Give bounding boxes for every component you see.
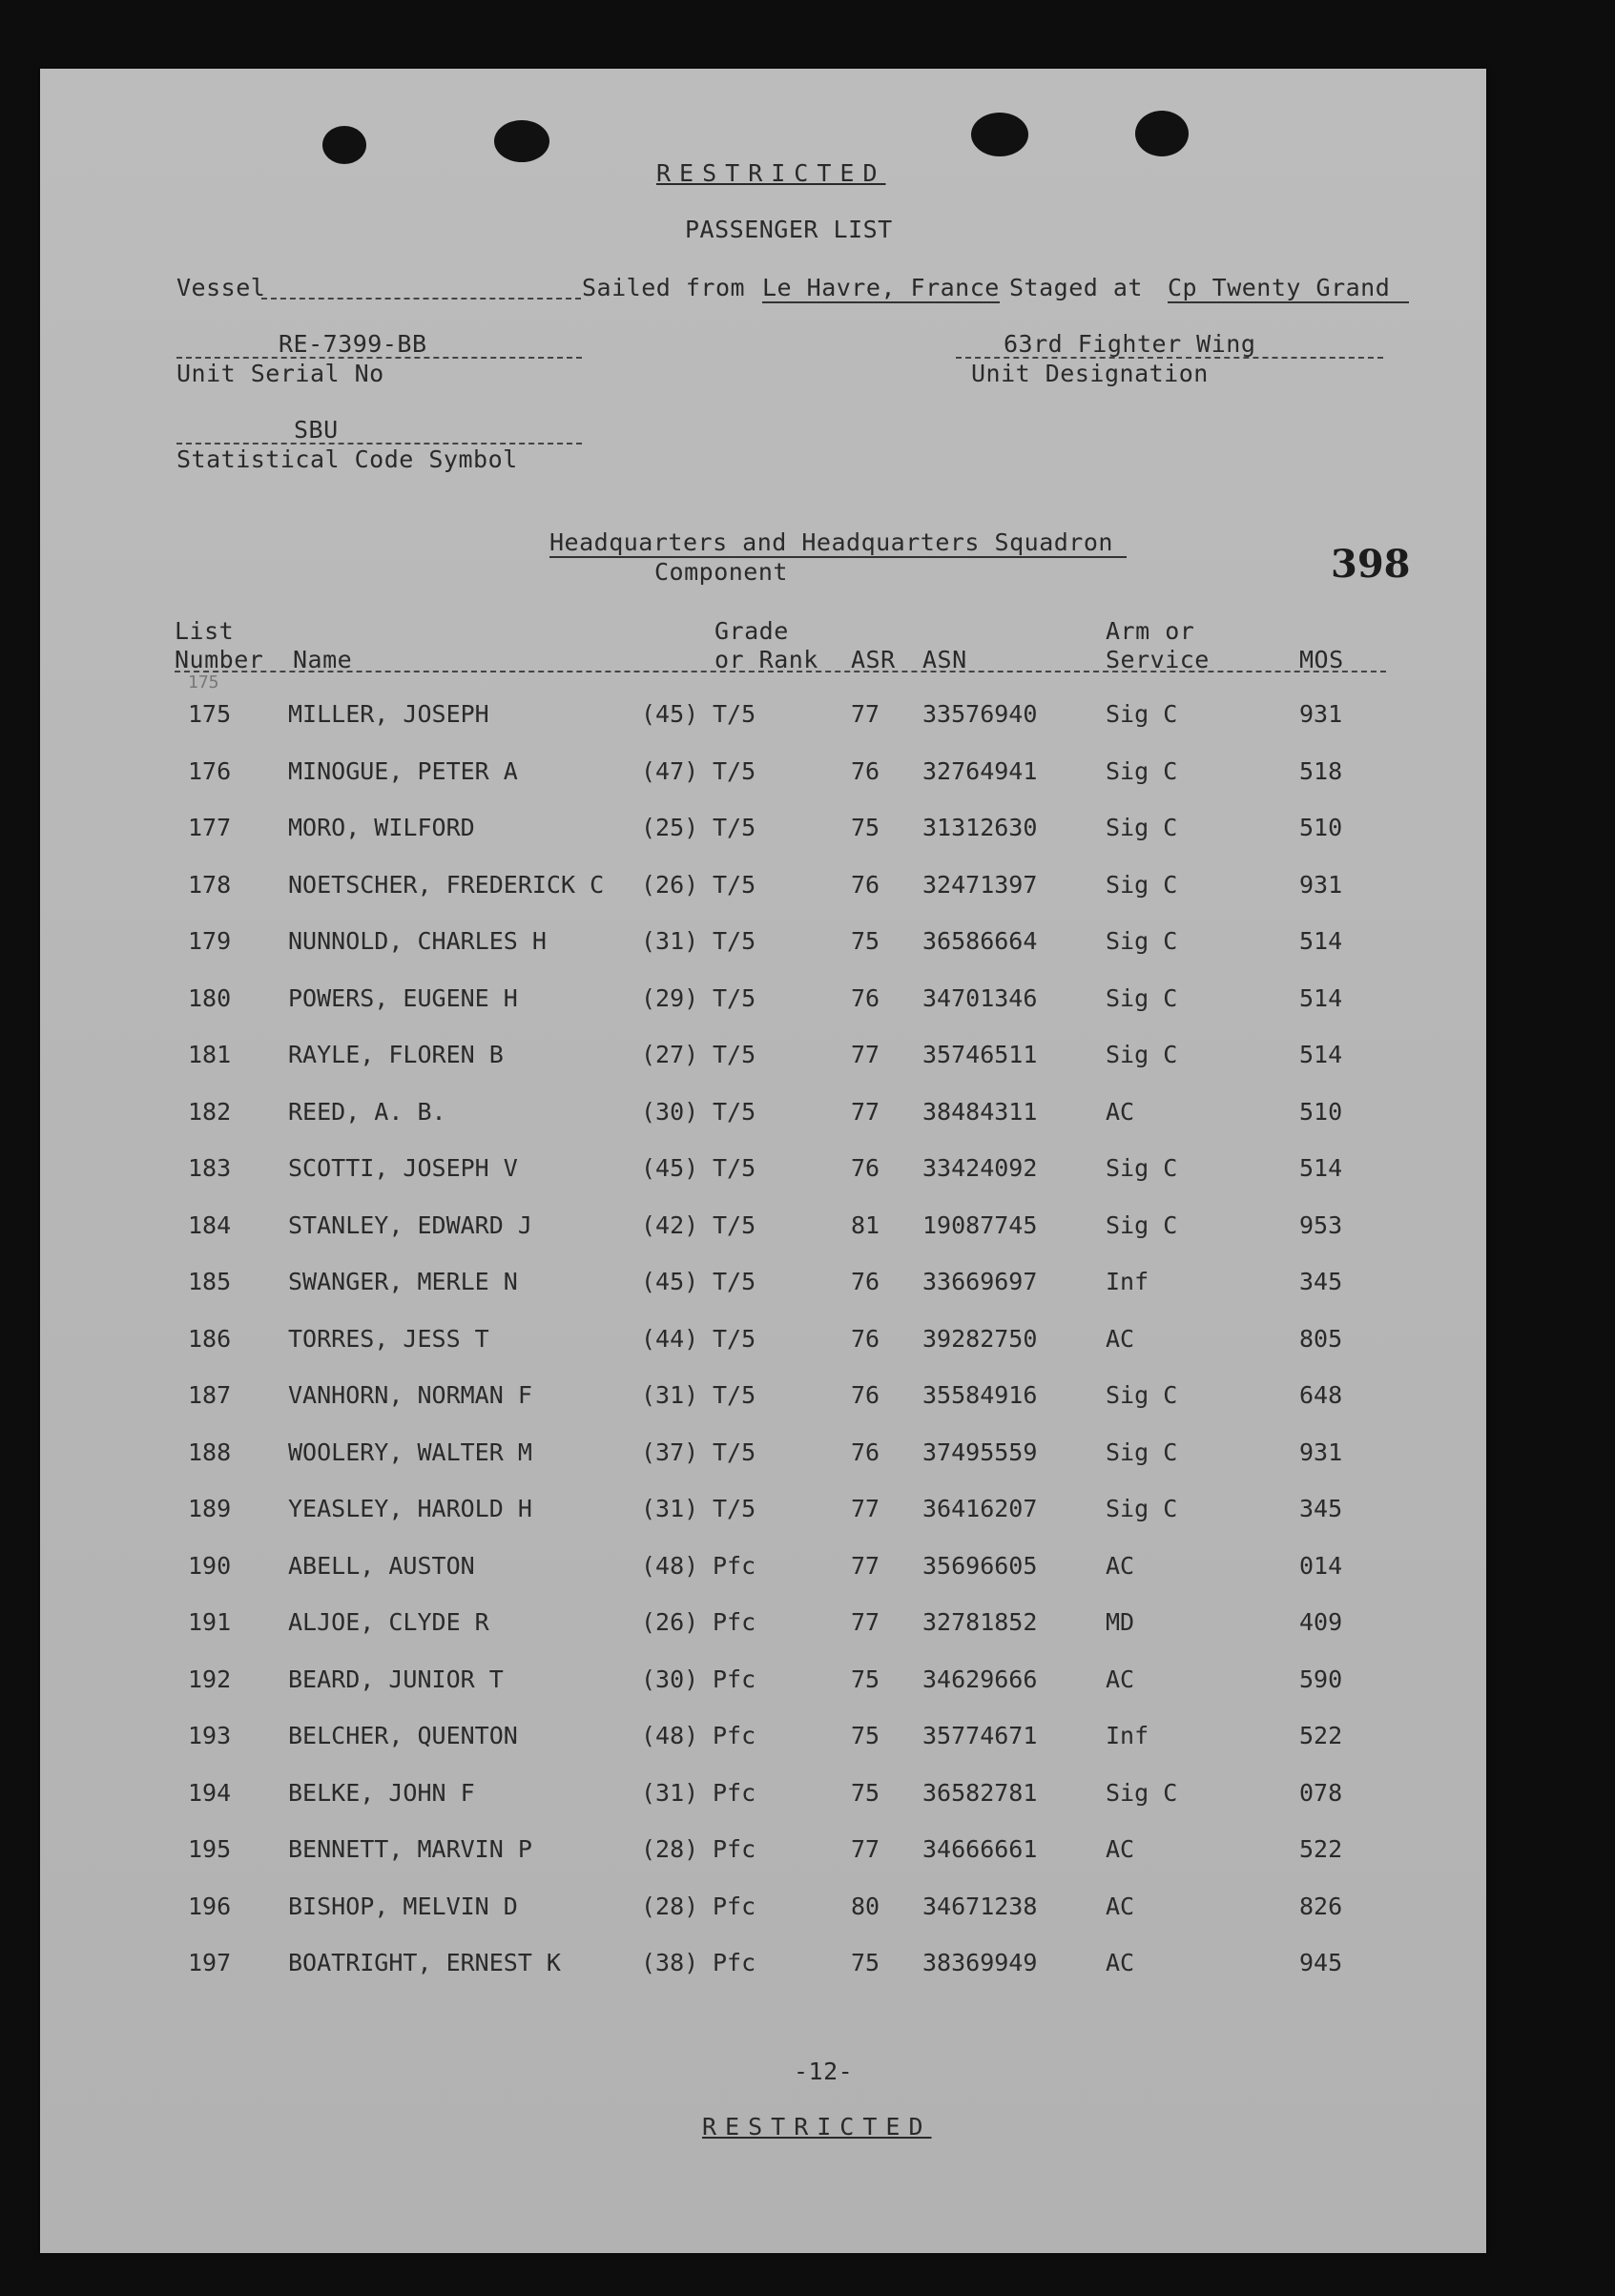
age-code: (31) [641, 1778, 699, 1807]
asn-number: 35774671 [922, 1722, 1038, 1749]
arm-service: AC [1106, 1324, 1135, 1353]
age-code: (31) [641, 1381, 699, 1409]
mos-code: 522 [1299, 1722, 1343, 1749]
list-number: 184 [188, 1210, 232, 1239]
list-number: 180 [188, 983, 232, 1012]
arm-service: AC [1106, 1665, 1135, 1693]
asn-number: 35696605 [922, 1551, 1038, 1580]
arm-service: Sig C [1106, 1154, 1178, 1182]
asn-number: 34666661 [922, 1835, 1038, 1863]
passenger-name: NOETSCHER, FREDERICK C [288, 870, 605, 899]
passenger-name: BELKE, JOHN F [288, 1778, 475, 1807]
arm-service: Sig C [1106, 927, 1178, 955]
asn-number: 37495559 [922, 1438, 1038, 1466]
passenger-name: RAYLE, FLOREN B [288, 1041, 504, 1068]
asn-number: 33669697 [922, 1268, 1038, 1295]
grade: Pfc [713, 1892, 756, 1920]
asr-score: 76 [851, 1268, 880, 1295]
list-number: 175 [188, 700, 232, 728]
asn-number: 39282750 [922, 1324, 1038, 1353]
list-number: 190 [188, 1551, 232, 1580]
col-name-header: Name [293, 646, 353, 673]
list-number: 182 [188, 1097, 232, 1126]
arm-service: Inf [1106, 1268, 1149, 1295]
grade: T/5 [713, 1495, 756, 1522]
stat-code-label: Statistical Code Symbol [176, 445, 518, 473]
arm-service: Sig C [1106, 814, 1178, 841]
asr-score: 80 [851, 1892, 880, 1920]
asr-score: 76 [851, 870, 880, 899]
arm-service: AC [1106, 1551, 1135, 1580]
grade: T/5 [713, 1210, 756, 1239]
mos-code: 648 [1299, 1381, 1343, 1409]
list-number: 191 [188, 1608, 232, 1636]
mos-code: 522 [1299, 1835, 1343, 1863]
mos-code: 078 [1299, 1778, 1343, 1807]
asr-score: 75 [851, 927, 880, 955]
mos-code: 590 [1299, 1665, 1343, 1693]
table-row [40, 757, 1486, 796]
list-number: 185 [188, 1268, 232, 1295]
list-number: 195 [188, 1835, 232, 1863]
asn-number: 34671238 [922, 1892, 1038, 1920]
asn-number: 35746511 [922, 1041, 1038, 1068]
asr-score: 76 [851, 1438, 880, 1466]
age-code: (27) [641, 1041, 699, 1068]
mos-code: 514 [1299, 927, 1343, 955]
asn-number: 38484311 [922, 1097, 1038, 1126]
arm-service: Sig C [1106, 756, 1178, 785]
sailed-label: Sailed from [582, 274, 746, 301]
table-row [40, 1325, 1486, 1363]
mos-code: 514 [1299, 1154, 1343, 1182]
table-row [40, 1381, 1486, 1419]
table-row [40, 1552, 1486, 1590]
passenger-name: MILLER, JOSEPH [288, 700, 489, 728]
passenger-name: WOOLERY, WALTER M [288, 1438, 532, 1466]
mos-code: 510 [1299, 814, 1343, 841]
document-page [40, 69, 1486, 2253]
list-number: 178 [188, 870, 232, 899]
arm-service: AC [1106, 1097, 1135, 1126]
asr-score: 76 [851, 1324, 880, 1353]
asr-score: 77 [851, 1041, 880, 1068]
arm-service: Sig C [1106, 1210, 1178, 1239]
asn-number: 32471397 [922, 870, 1038, 899]
staged-label: Staged at [1009, 274, 1143, 301]
col-asn-header: ASN [922, 646, 967, 673]
age-code: (30) [641, 1097, 699, 1126]
col-asr-header: ASR [851, 646, 896, 673]
list-number: 192 [188, 1665, 232, 1693]
page-title: PASSENGER LIST [685, 216, 893, 243]
asr-score: 76 [851, 1381, 880, 1409]
passenger-name: YEASLEY, HAROLD H [288, 1495, 532, 1522]
mos-code: 953 [1299, 1210, 1343, 1239]
grade: T/5 [713, 927, 756, 955]
unit-serial-label: Unit Serial No [176, 360, 384, 387]
unit-designation-value: 63rd Fighter Wing [1004, 330, 1256, 358]
grade: Pfc [713, 1551, 756, 1580]
passenger-table [40, 69, 1486, 2253]
mos-code: 931 [1299, 1438, 1343, 1466]
table-row [40, 814, 1486, 852]
list-number: 197 [188, 1949, 232, 1976]
asn-number: 19087745 [922, 1210, 1038, 1239]
arm-service: Sig C [1106, 1495, 1178, 1522]
asn-number: 36416207 [922, 1495, 1038, 1522]
asn-number: 33424092 [922, 1154, 1038, 1182]
age-code: (26) [641, 1608, 699, 1636]
asn-number: 36586664 [922, 927, 1038, 955]
mos-code: 514 [1299, 1041, 1343, 1068]
grade: T/5 [713, 756, 756, 785]
grade: Pfc [713, 1778, 756, 1807]
asn-number: 34701346 [922, 983, 1038, 1012]
grade: T/5 [713, 983, 756, 1012]
vessel-label: Vessel [176, 274, 266, 301]
passenger-name: SWANGER, MERLE N [288, 1268, 518, 1295]
age-code: (48) [641, 1722, 699, 1749]
unit-designation-label: Unit Designation [971, 360, 1209, 387]
table-row [40, 1211, 1486, 1250]
grade: T/5 [713, 814, 756, 841]
passenger-name: SCOTTI, JOSEPH V [288, 1154, 518, 1182]
classification-header: RESTRICTED [656, 159, 886, 187]
passenger-name: BISHOP, MELVIN D [288, 1892, 518, 1920]
list-number: 189 [188, 1495, 232, 1522]
asn-number: 32764941 [922, 756, 1038, 785]
list-number: 187 [188, 1381, 232, 1409]
list-number: 193 [188, 1722, 232, 1749]
passenger-name: NUNNOLD, CHARLES H [288, 927, 547, 955]
mos-code: 514 [1299, 983, 1343, 1012]
arm-service: AC [1106, 1949, 1135, 1976]
list-number: 186 [188, 1324, 232, 1353]
table-row [40, 1268, 1486, 1306]
col-arm-header-1: Arm or [1106, 617, 1195, 645]
table-row [40, 1154, 1486, 1192]
grade: Pfc [713, 1949, 756, 1976]
asr-score: 76 [851, 756, 880, 785]
grade: T/5 [713, 1381, 756, 1409]
table-row [40, 1722, 1486, 1760]
asr-score: 77 [851, 1608, 880, 1636]
age-code: (37) [641, 1438, 699, 1466]
passenger-name: BELCHER, QUENTON [288, 1722, 518, 1749]
asn-number: 35584916 [922, 1381, 1038, 1409]
asr-score: 75 [851, 1665, 880, 1693]
asr-score: 75 [851, 1949, 880, 1976]
asr-score: 77 [851, 1495, 880, 1522]
col-mos-header: MOS [1299, 646, 1344, 673]
asr-score: 75 [851, 814, 880, 841]
passenger-name: BOATRIGHT, ERNEST K [288, 1949, 561, 1976]
col-list-header-2: Number [175, 646, 264, 673]
component-label: Component [654, 558, 788, 586]
list-number: 194 [188, 1778, 232, 1807]
age-code: (25) [641, 814, 699, 841]
age-code: (45) [641, 1268, 699, 1295]
asr-score: 77 [851, 700, 880, 728]
table-row [40, 871, 1486, 909]
list-number: 177 [188, 814, 232, 841]
asn-number: 36582781 [922, 1778, 1038, 1807]
grade: Pfc [713, 1665, 756, 1693]
age-code: (26) [641, 870, 699, 899]
table-row [40, 1098, 1486, 1136]
arm-service: AC [1106, 1835, 1135, 1863]
asr-score: 77 [851, 1551, 880, 1580]
table-row [40, 1438, 1486, 1477]
grade: T/5 [713, 1154, 756, 1182]
grade: T/5 [713, 1324, 756, 1353]
list-number: 179 [188, 927, 232, 955]
asr-score: 76 [851, 1154, 880, 1182]
table-row [40, 1835, 1486, 1873]
component-value: Headquarters and Headquarters Squadron [549, 528, 1127, 558]
asr-score: 75 [851, 1778, 880, 1807]
grade: T/5 [713, 1268, 756, 1295]
grade: T/5 [713, 700, 756, 728]
passenger-name: VANHORN, NORMAN F [288, 1381, 532, 1409]
passenger-name: POWERS, EUGENE H [288, 983, 518, 1012]
grade: Pfc [713, 1608, 756, 1636]
staged-value: Cp Twenty Grand [1168, 274, 1409, 303]
age-code: (45) [641, 700, 699, 728]
list-number: 181 [188, 1041, 232, 1068]
sailed-value: Le Havre, France [762, 274, 1000, 301]
list-number: 196 [188, 1892, 232, 1920]
mos-code: 518 [1299, 756, 1343, 785]
arm-service: MD [1106, 1608, 1135, 1636]
grade: T/5 [713, 870, 756, 899]
age-code: (31) [641, 927, 699, 955]
age-code: (28) [641, 1835, 699, 1863]
asn-number: 34629666 [922, 1665, 1038, 1693]
passenger-name: MINOGUE, PETER A [288, 756, 518, 785]
asr-score: 76 [851, 983, 880, 1012]
passenger-name: TORRES, JESS T [288, 1324, 489, 1353]
arm-service: Sig C [1106, 1438, 1178, 1466]
asr-score: 75 [851, 1722, 880, 1749]
mos-code: 931 [1299, 700, 1343, 728]
page-number: -12- [794, 2058, 854, 2085]
asr-score: 77 [851, 1835, 880, 1863]
arm-service: Sig C [1106, 1778, 1178, 1807]
table-row [40, 1041, 1486, 1079]
col-grade-header-2: or Rank [714, 646, 818, 673]
table-row [40, 1779, 1486, 1817]
mos-code: 345 [1299, 1495, 1343, 1522]
table-row [40, 1495, 1486, 1533]
stamp-number: 398 [1331, 542, 1411, 587]
grade: T/5 [713, 1041, 756, 1068]
list-number: 176 [188, 756, 232, 785]
age-code: (44) [641, 1324, 699, 1353]
list-number: 183 [188, 1154, 232, 1182]
age-code: (45) [641, 1154, 699, 1182]
arm-service: Sig C [1106, 870, 1178, 899]
mos-code: 409 [1299, 1608, 1343, 1636]
mos-code: 510 [1299, 1097, 1343, 1126]
mos-code: 805 [1299, 1324, 1343, 1353]
mos-code: 345 [1299, 1268, 1343, 1295]
grade: Pfc [713, 1835, 756, 1863]
unit-serial-value: RE-7399-BB [279, 330, 427, 358]
asn-number: 32781852 [922, 1608, 1038, 1636]
classification-footer: RESTRICTED [702, 2113, 932, 2141]
age-code: (47) [641, 756, 699, 785]
table-row [40, 927, 1486, 965]
grade: Pfc [713, 1722, 756, 1749]
col-list-header-1: List [175, 617, 235, 645]
grade: T/5 [713, 1438, 756, 1466]
col-arm-header-2: Service [1106, 646, 1210, 673]
arm-service: Sig C [1106, 1041, 1178, 1068]
table-row [40, 1949, 1486, 1987]
passenger-name: ALJOE, CLYDE R [288, 1608, 489, 1636]
asr-score: 81 [851, 1210, 880, 1239]
asr-score: 77 [851, 1097, 880, 1126]
passenger-name: BEARD, JUNIOR T [288, 1665, 504, 1693]
passenger-name: STANLEY, EDWARD J [288, 1210, 532, 1239]
arm-service: AC [1106, 1892, 1135, 1920]
arm-service: Sig C [1106, 1381, 1178, 1409]
mos-code: 931 [1299, 870, 1343, 899]
col-grade-header-1: Grade [714, 617, 789, 645]
age-code: (42) [641, 1210, 699, 1239]
stat-code-value: SBU [294, 416, 339, 444]
mos-code: 014 [1299, 1551, 1343, 1580]
asn-number: 33576940 [922, 700, 1038, 728]
table-row [40, 984, 1486, 1023]
table-row [40, 700, 1486, 738]
arm-service: Sig C [1106, 983, 1178, 1012]
asn-number: 31312630 [922, 814, 1038, 841]
mos-code: 945 [1299, 1949, 1343, 1976]
arm-service: Inf [1106, 1722, 1149, 1749]
age-code: (30) [641, 1665, 699, 1693]
table-row [40, 1665, 1486, 1704]
passenger-name: MORO, WILFORD [288, 814, 475, 841]
passenger-name: BENNETT, MARVIN P [288, 1835, 532, 1863]
asn-number: 38369949 [922, 1949, 1038, 1976]
passenger-name: ABELL, AUSTON [288, 1551, 475, 1580]
table-row [40, 1893, 1486, 1931]
age-code: (29) [641, 983, 699, 1012]
passenger-name: REED, A. B. [288, 1097, 446, 1126]
age-code: (38) [641, 1949, 699, 1976]
age-code: (48) [641, 1551, 699, 1580]
age-code: (31) [641, 1495, 699, 1522]
overtype-number: 175 [188, 672, 219, 693]
mos-code: 826 [1299, 1892, 1343, 1920]
age-code: (28) [641, 1892, 699, 1920]
list-number: 188 [188, 1438, 232, 1466]
arm-service: Sig C [1106, 700, 1178, 728]
grade: T/5 [713, 1097, 756, 1126]
table-row [40, 1608, 1486, 1646]
